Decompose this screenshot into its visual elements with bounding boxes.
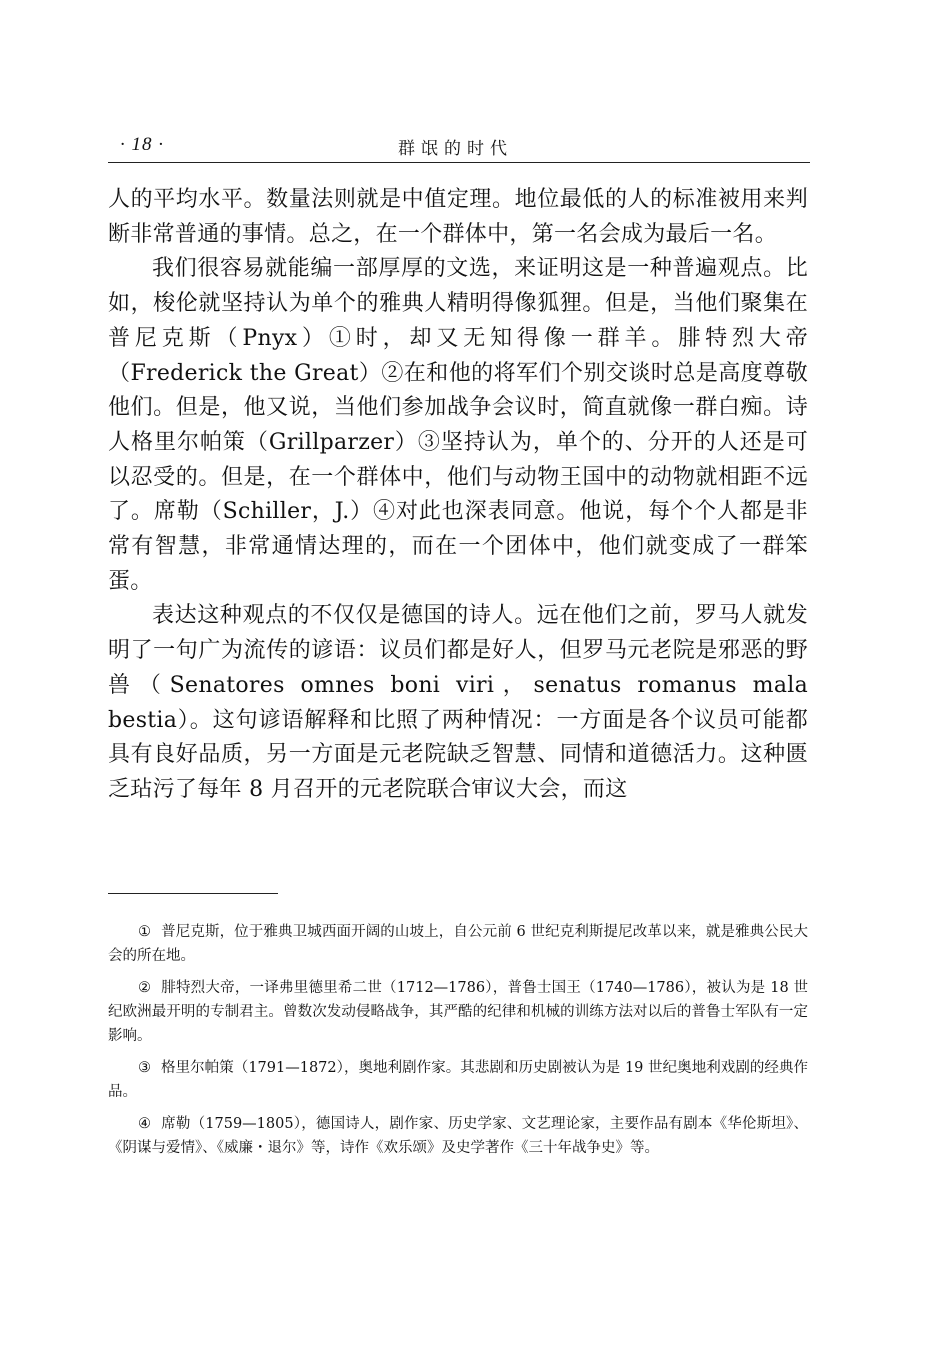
footnote-text: 格里尔帕策（1791—1872），奥地利剧作家。其悲剧和历史剧被认为是 19 世纪奥地利戏剧的经典作品。: [108, 1060, 809, 1100]
footnote-text: 普尼克斯，位于雅典卫城西面开阔的山坡上，自公元前 6 世纪克利斯提尼改革以来，就是雅典公民大会的所在地。: [108, 924, 808, 964]
paragraph-continued: 人的平均水平。数量法则就是中值定理。地位最低的人的标准被用来判断非常普通的事情。总之，在一个群体中，第一名会成为最后一名。: [108, 187, 808, 247]
page-header: [108, 132, 808, 160]
footnote: [108, 920, 808, 968]
paragraph: 表达这种观点的不仅仅是德国的诗人。远在他们之前，罗马人就发明了一句广为流传的谚语：议员们都是好人，但罗马元老院是邪恶的野兽（Senatores omnes boni viri，senatus romanus mala bestia）。这句谚语解释和比照了两种情况：一方面是各个议员可能都具有良好品质，另一方面是元老院缺乏智慧、同情和道德活力。这种匮乏玷污了每年 8 月召开的元老院联合审议大会，而这: [108, 603, 808, 802]
footnote-mark: ②: [138, 980, 152, 996]
footnote: [108, 1112, 808, 1160]
header-rule: [108, 162, 810, 163]
footnote: [108, 1056, 808, 1104]
footnote-mark: ④: [138, 1116, 152, 1132]
footnote: [108, 976, 808, 1048]
page-number: · 18 ·: [120, 134, 164, 155]
paragraph: 我们很容易就能编一部厚厚的文选，来证明这是一种普遍观点。比如，梭伦就坚持认为单个的雅典人精明得像狐狸。但是，当他们聚集在普尼克斯（Pnyx）①时，却又无知得像一群羊。腓特烈大帝（Frederick the Great）②在和他的将军们个别交谈时总是高度尊敬他们。但是，他又说，当他们参加战争会议时，简直就像一群白痴。诗人格里尔帕策（Grillparzer）③坚持认为，单个的、分开的人还是可以忍受的。但是，在一个群体中，他们与动物王国中的动物就相距不远了。席勒（Schiller，J.）④对此也深表同意。他说，每个个人都是非常有智慧，非常通情达理的，而在一个团体中，他们就变成了一群笨蛋。: [108, 256, 808, 594]
body-text: [108, 183, 808, 808]
running-title: 群氓的时代: [398, 139, 513, 159]
footnotes: [108, 920, 808, 1168]
footnote-separator: [108, 893, 278, 894]
footnote-text: 腓特烈大帝，一译弗里德里希二世（1712—1786），普鲁士国王（1740—1786），被认为是 18 世纪欧洲最开明的专制君主。曾数次发动侵略战争，其严酷的纪律和机械的训练方法对以后的普鲁士军队有一定影响。: [108, 980, 809, 1044]
footnote-mark: ③: [138, 1060, 152, 1076]
footnote-text: 席勒（1759—1805），德国诗人，剧作家、历史学家、文艺理论家，主要作品有剧本《华伦斯坦》、《阴谋与爱情》、《威廉・退尔》等，诗作《欢乐颂》及史学著作《三十年战争史》等。: [108, 1116, 808, 1156]
footnote-mark: ①: [138, 924, 152, 940]
